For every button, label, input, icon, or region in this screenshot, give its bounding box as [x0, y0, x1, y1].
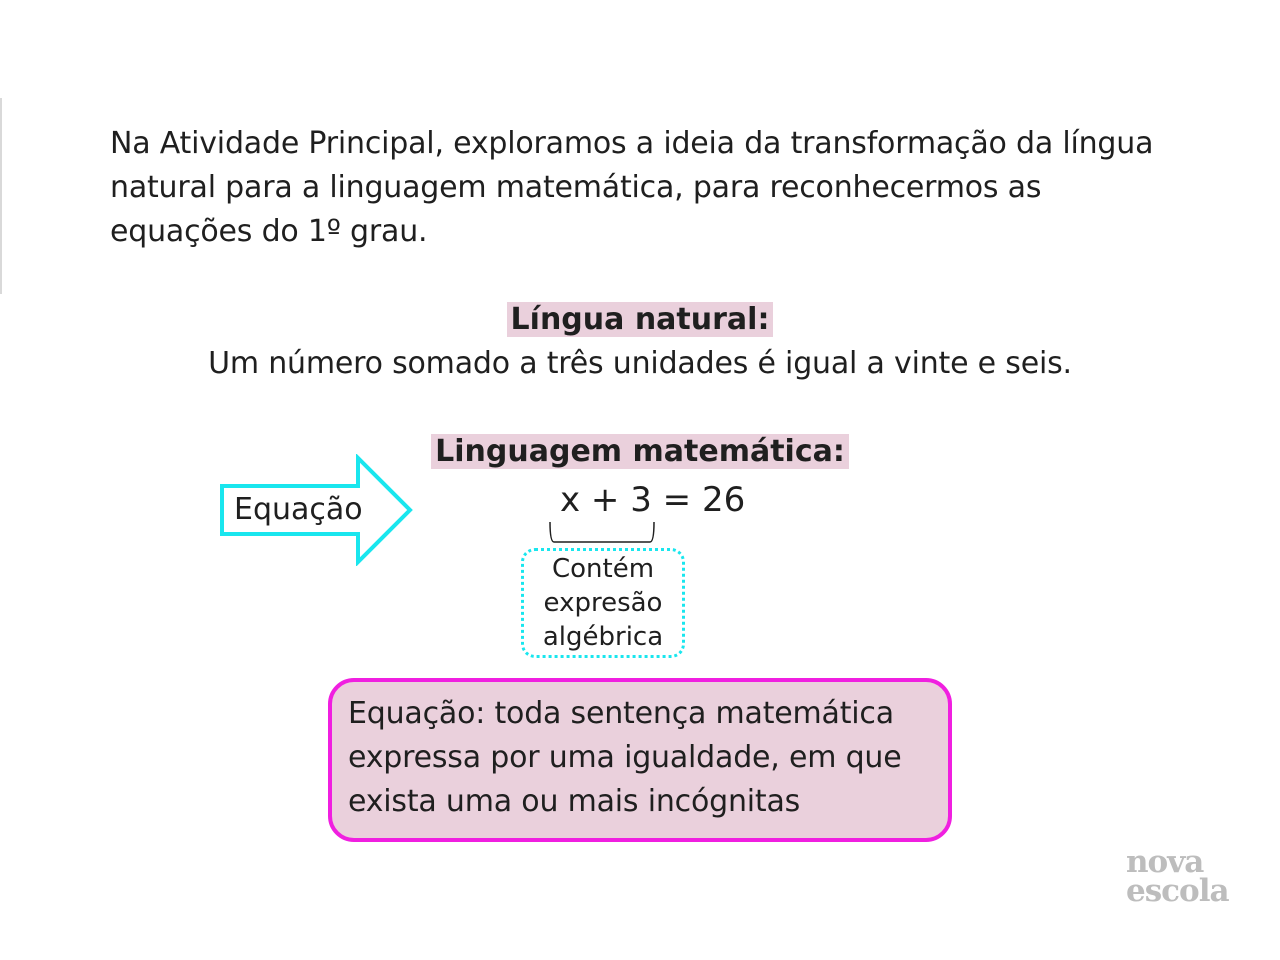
note-line: algébrica [542, 622, 664, 652]
natural-language-heading-text: Língua natural: [507, 302, 774, 337]
definition-term: Equação: [348, 696, 486, 731]
nova-escola-logo [1126, 844, 1252, 909]
logo-line-2: escola [1126, 873, 1229, 909]
left-border-line [0, 98, 2, 294]
equation: x + 3 = 26 [560, 480, 746, 520]
bracket-icon [546, 520, 658, 548]
natural-language-sentence: Um número somado a três unidades é igual a vinte e seis. [208, 346, 1072, 381]
algebraic-expression-note [521, 552, 685, 654]
definition-body: toda sentença matemática expressa por uma igualdade, em que exista uma ou mais incógnitas [348, 696, 902, 819]
arrow-label: Equação [234, 492, 363, 527]
definition-text [348, 692, 928, 824]
note-line: expresão [543, 588, 663, 618]
math-language-heading [0, 432, 1280, 472]
note-line: Contém [551, 554, 655, 584]
logo-line-1: nova [1126, 844, 1204, 880]
intro-paragraph: Na Atividade Principal, exploramos a ideia da transformação da língua natural para a linguagem matemática, para reconhecermos as equações do 1º grau. [110, 126, 1154, 249]
math-language-heading-text: Linguagem matemática: [431, 434, 849, 469]
natural-language-heading [0, 300, 1280, 340]
